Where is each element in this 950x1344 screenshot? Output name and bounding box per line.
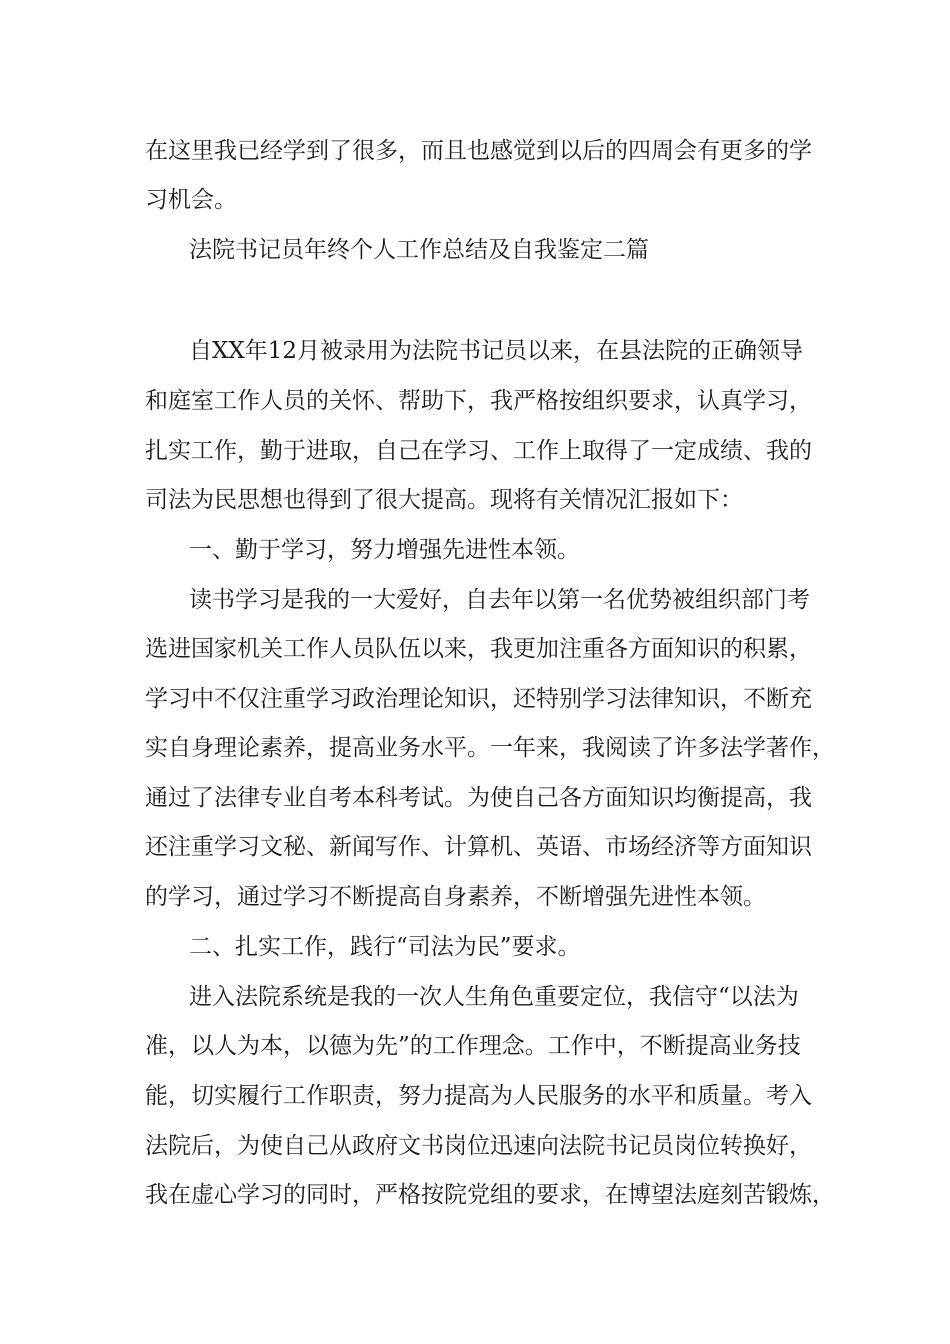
text-line — [0, 873, 950, 922]
text-line — [0, 823, 950, 872]
section-heading — [0, 526, 950, 575]
line-text: 能，切实履行工作职责，努力提高为人民服务的水平和质量。考入 — [145, 1083, 812, 1109]
section-title — [0, 226, 950, 275]
line-text: 的学习，通过学习不断提高自身素养，不断增强先进性本领。 — [145, 884, 766, 910]
text-line — [0, 377, 950, 426]
text-line — [0, 1072, 950, 1121]
line-text: 学习中不仅注重学习政治理论知识，还特别学习法律知识，不断充 — [145, 686, 812, 712]
line-text: 和庭室工作人员的关怀、帮助下，我严格按组织要求，认真学习， — [145, 388, 812, 414]
section-title-text: 法院书记员年终个人工作总结及自我鉴定二篇 — [189, 237, 649, 263]
line-text: 通过了法律专业自考本科考试。为使自己各方面知识均衡提高，我 — [145, 785, 812, 811]
line-text: 法院后，为使自己从政府文书岗位迅速向法院书记员岗位转换好， — [145, 1133, 812, 1159]
line-text: 还注重学习文秘、新闻写作、计算机、英语、市场经济等方面知识 — [145, 834, 812, 860]
text-line — [0, 576, 950, 625]
text-line — [0, 1122, 950, 1171]
line-text: 我在虚心学习的同时，严格按院党组的要求，在博望法庭刻苦锻炼， — [145, 1182, 835, 1208]
section-heading — [0, 923, 950, 972]
line-text: 司法为民思想也得到了很大提高。现将有关情况汇报如下： — [145, 487, 743, 513]
line-text: 准，以人为本，以德为先”的工作理念。工作中，不断提高业务技 — [145, 1033, 801, 1059]
line-text: 习机会。 — [145, 187, 237, 213]
text-line — [0, 1171, 950, 1220]
text-line — [0, 774, 950, 823]
section-heading-text: 二、扎实工作，践行“司法为民”要求。 — [189, 934, 581, 960]
line-text: 自XX年12月被录用为法院书记员以来，在县法院的正确领导 — [189, 338, 804, 364]
line-text: 进入法院系统是我的一次人生角色重要定位，我信守“以法为 — [189, 984, 799, 1010]
text-line — [0, 176, 950, 225]
text-line — [0, 724, 950, 773]
text-line — [0, 1022, 950, 1071]
line-text: 实自身理论素养，提高业务水平。一年来，我阅读了许多法学著作， — [145, 735, 835, 761]
text-line — [0, 625, 950, 674]
text-line — [0, 476, 950, 525]
text-line — [0, 327, 950, 376]
text-line — [0, 427, 950, 476]
section-heading-text: 一、勤于学习，努力增强先进性本领。 — [189, 537, 580, 563]
line-text: 扎实工作，勤于进取，自己在学习、工作上取得了一定成绩、我的 — [145, 438, 812, 464]
line-text: 选进国家机关工作人员队伍以来，我更加注重各方面知识的积累， — [145, 636, 812, 662]
text-line — [0, 675, 950, 724]
text-line — [0, 127, 950, 176]
line-text: 在这里我已经学到了很多，而且也感觉到以后的四周会有更多的学 — [145, 138, 812, 164]
line-text: 读书学习是我的一大爱好，自去年以第一名优势被组织部门考 — [189, 587, 810, 613]
text-line — [0, 973, 950, 1022]
